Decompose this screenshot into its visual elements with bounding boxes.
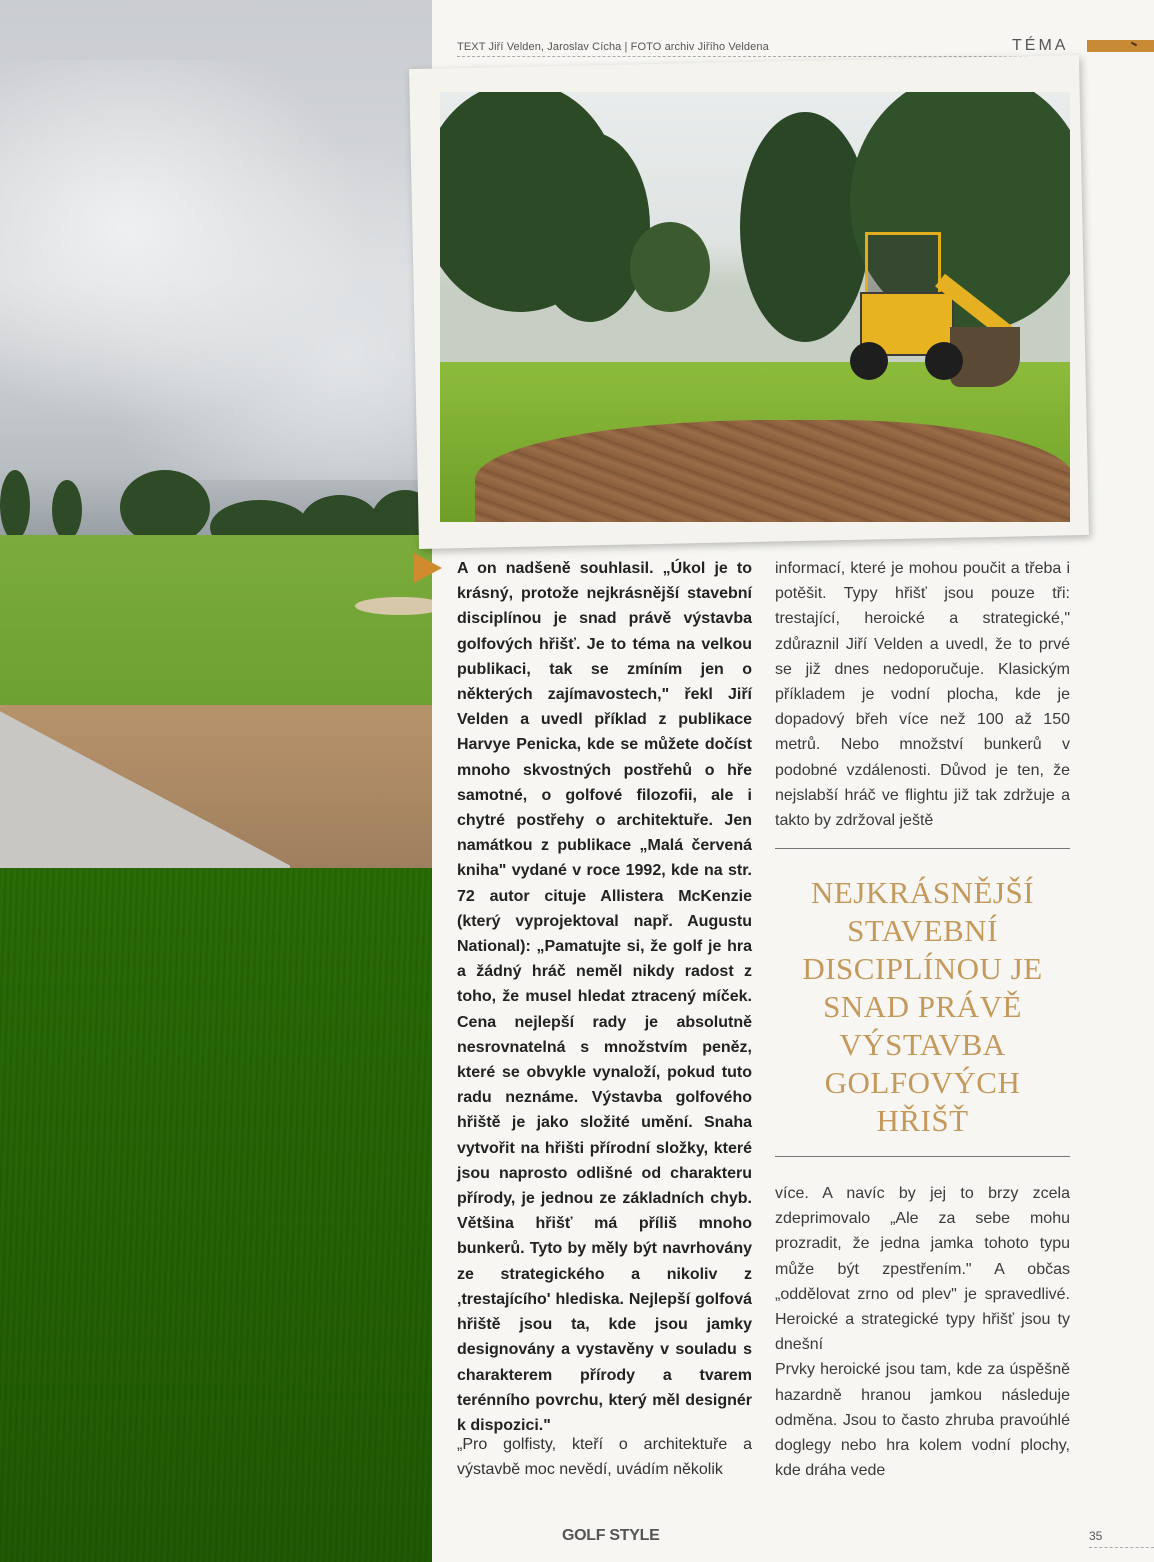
paragraph: „Pro golfisty, kteří o architektuře a výstavbě moc nevědí, uvádím několik [457,1436,752,1479]
page-number: 35 [1089,1529,1103,1543]
section-accent-bar [1087,40,1154,52]
magazine-logo: GOLF STYLE [562,1527,660,1544]
paragraph: informací, které je mohou poučit a třeba i potěšit. Typy hřišť jsou pouze tři: trestající, heroické a strategické," zdůraznil Jiří Velden a uvedl, že to prvé se již dnes nedoporučuje. Klasickým příkladem je vodní plocha, kde je dopadový břeh více než 100 až 150 metrů. Nebo množství bunkerů v podobné vzdálenosti. Důvod je ten, že nejslabší hráč ve flightu již tak zdržuje a takto by zdržoval ještě [775,560,1070,830]
excavator-photo [440,92,1070,522]
tree [120,470,210,545]
wheel [850,342,888,380]
wheel [925,342,963,380]
paragraph: více. A navíc by jej to brzy zcela zdeprimovalo „Ale za sebe mohu prozradit, že jedna jamka tohoto typu může být zpestřením." A občas „oddělovat zrno od plev" je spravedlivé. Heroické a strategické typy hřišť jsou ty dnešní [775,1185,1070,1354]
photo-credits: TEXT Jiří Velden, Jaroslav Cícha | FOTO archiv Jiřího Veldena [457,41,769,53]
article-column-1-tail [457,1432,752,1482]
section-title: TÉMA [1012,37,1069,54]
pull-quote: NEJKRÁSNĚJŠÍ STAVEBNÍ DISCIPLÍNOU JE SNAD PRÁVĚ VÝSTAVBA GOLFOVÝCH HŘIŠŤ [802,875,1043,1138]
tree [0,470,30,540]
sky-clouds [0,60,432,480]
pull-quote-rule-top [775,848,1070,849]
paragraph: Prvky heroické jsou tam, kde za úspěšně hazardně hranou jamkou následuje odměna. Jsou to často zhruba pravoúhlé doglegy nebo hra kolem vodní plochy, kde dráha vede [775,1361,1070,1480]
article-start-arrow-icon [414,553,442,583]
lead-paragraph: A on nadšeně souhlasil. „Úkol je to krásný, protože nejkrásnější stavební disciplínou je snad právě výstavba golfových hřišť. Je to téma na velkou publikaci, tak se zmíním jen o některých zajímavostech," řekl Jiří Velden a uvedl příklad z publikace Harvye Penicka, kde se můžete dočíst mnoho skvostných postřehů o hře samotné, o golfové filozofii, ale i chytré postřehy o architektuře. Jen namátkou z publikace „Malá červená kniha" vydané v roce 1992, kde na str. 72 autor cituje Allistera McKenzie (který vyprojektoval např. Augustu National): „Pamatujte si, že golf je hra a žádný hráč neměl nikdy radost z toho, že musel hledat ztracený míček. Cena nejlepší rady je absolutně nesrovnatelná s množstvím peněz, které se obvykle vynaloží, pokud tuto radu neznáme. Výstavba golfového hřiště je jako složité umění. Snaha vytvořit na hřišti přírodní složky, které jsou naprosto odlišné od charakteru přírody, je jednou ze základních chyb. Většina hřišť má příliš mnoho bunkerů. Tyto by měly být navrhovány ze strategického a nikoliv z ‚trestajícího' hlediska. Nejlepší golfová hřiště jsou ta, kde jsou jamky designovány a vystavěny v souladu s charakterem přírody a tvarem terénního povrchu, který měl designér k dispozici." [457,560,752,1434]
excavator [830,232,1010,382]
article-column-2-bottom [775,1181,1070,1483]
tree [530,132,650,322]
article-column-2-top [775,556,1070,833]
article-column-1 [457,556,752,1438]
golf-course-photo [0,0,432,1562]
tree [52,480,82,540]
excavator-cab [865,232,941,300]
foreground-grass [0,868,432,1562]
footer-divider [1089,1547,1154,1548]
tree [630,222,710,312]
pull-quote-rule-bottom [775,1156,1070,1157]
